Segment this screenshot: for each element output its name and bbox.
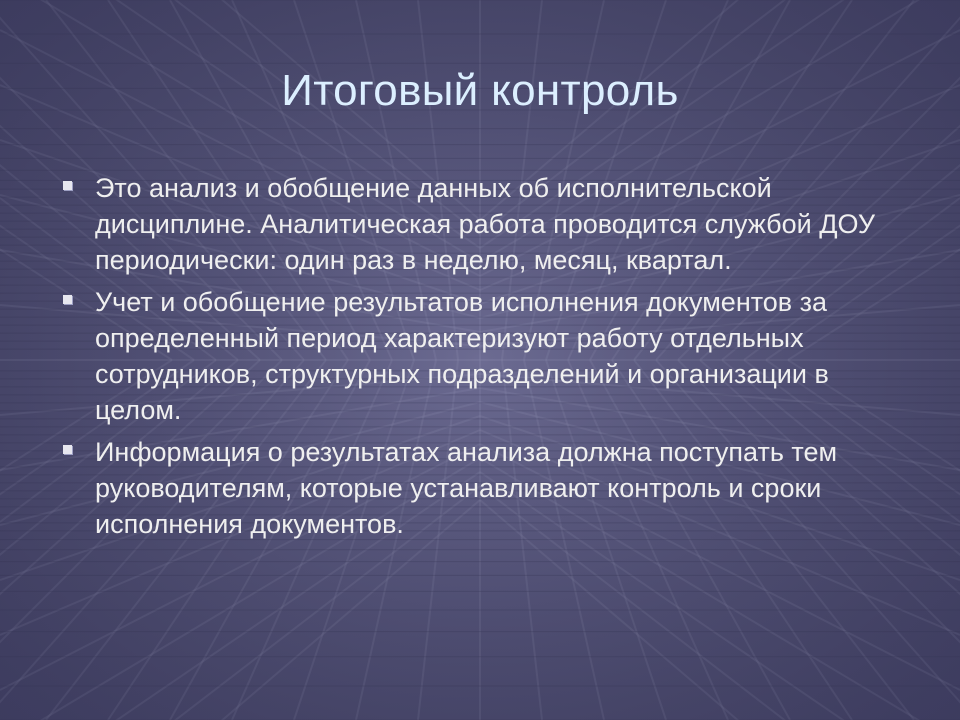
slide-title: Итоговый контроль xyxy=(281,66,679,115)
bullet-item xyxy=(60,284,900,428)
square-bullet-icon xyxy=(63,445,72,454)
bullet-item xyxy=(60,434,900,542)
bullet-text: Информация о результатах анализа должна поступать тем руководителям, которые устанавливают контроль и сроки исполнения документов. xyxy=(95,437,838,539)
bullet-text: Это анализ и обобщение данных об исполнительской дисциплине. Аналитическая работа проводится службой ДОУ периодически: один раз в неделю, месяц, квартал. xyxy=(95,173,876,275)
bullet-text: Учет и обобщение результатов исполнения документов за определенный период характеризуют работу отдельных сотрудников, структурных подразделений и организации в целом. xyxy=(95,287,829,425)
bullet-item xyxy=(60,170,900,278)
bullet-list xyxy=(60,170,900,548)
square-bullet-icon xyxy=(63,295,72,304)
square-bullet-icon xyxy=(63,181,72,190)
